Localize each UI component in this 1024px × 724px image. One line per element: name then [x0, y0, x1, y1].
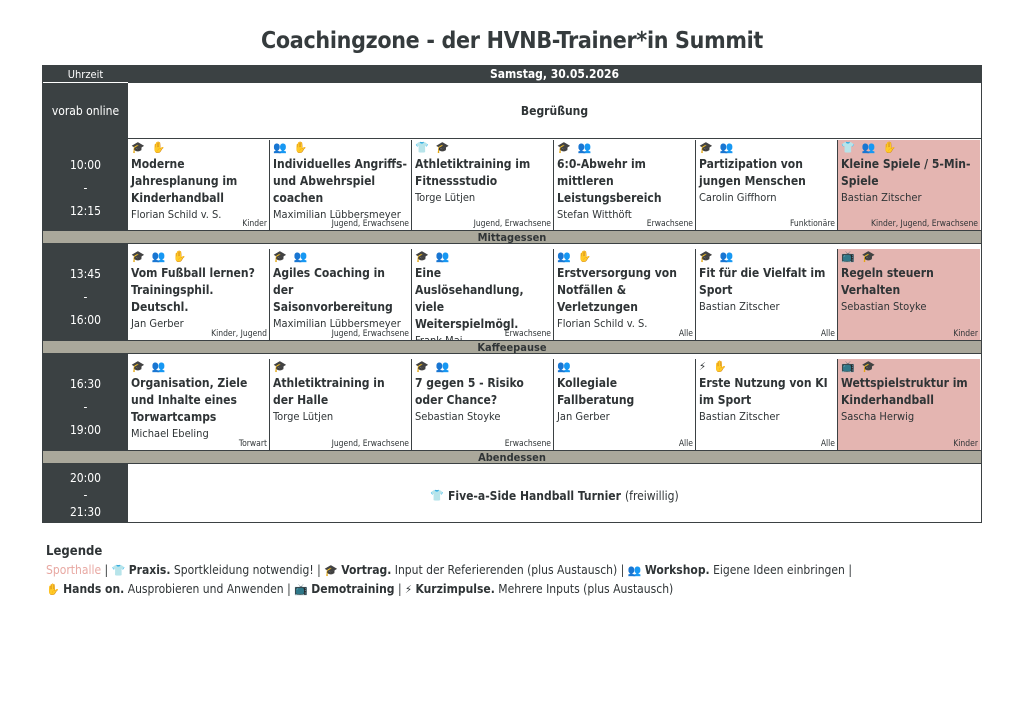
- session-audience: Torwart: [238, 439, 267, 449]
- session-cell: [696, 359, 838, 450]
- session-audience: Jugend, Erwachsene: [331, 439, 409, 449]
- screen-icon: 📺: [294, 583, 308, 596]
- session-title: Individuelles Angriffs- und Abwehrspiel coachen: [273, 157, 407, 205]
- slot-time: 16:30 - 19:00: [69, 377, 102, 437]
- session-audience: Erwachsene: [504, 329, 551, 339]
- session-audience: Kinder, Jugend, Erwachsene: [871, 219, 978, 229]
- format-icons: 🎓 ✋: [131, 141, 168, 154]
- session-cell: [554, 140, 696, 230]
- format-icons: 🎓 👥: [699, 141, 736, 154]
- session-cell: [270, 140, 412, 230]
- format-icons: 📺 🎓: [841, 360, 878, 373]
- session-audience: Erwachsene: [646, 219, 693, 229]
- format-icons: 🎓 👥: [557, 141, 594, 154]
- date-header: Samstag, 30.05.2026: [128, 66, 981, 83]
- legend-sporthalle: Sporthalle: [46, 563, 102, 577]
- session-speaker: Florian Schild v. S.: [131, 208, 222, 221]
- format-icons: 🎓: [273, 360, 289, 373]
- format-icons: 🎓 👥: [273, 250, 310, 263]
- dinner-break: Abendessen: [43, 450, 981, 464]
- session-cell: [128, 249, 270, 340]
- session-speaker: Carolin Giffhorn: [699, 191, 777, 204]
- session-speaker: Maximilian Lübbersmeyer: [273, 208, 401, 221]
- session-audience: Alle: [820, 439, 835, 449]
- session-cell: [270, 249, 412, 340]
- evening-note: (freiwillig): [624, 488, 679, 503]
- session-audience: Kinder, Jugend: [211, 329, 267, 339]
- greeting-time: vorab online: [51, 104, 120, 118]
- session-title: Moderne Jahresplanung im Kinderhandball: [131, 157, 238, 205]
- lightning-icon: ⚡: [405, 583, 412, 596]
- session-audience: Kinder: [953, 439, 978, 449]
- group-icon: 👥: [627, 564, 642, 577]
- format-icons: 👥: [557, 360, 573, 373]
- session-cell-sporthalle: [838, 359, 980, 450]
- session-cell: [554, 359, 696, 450]
- format-icons: 🎓 👥 ✋: [131, 250, 189, 263]
- format-icons: 👥 ✋: [557, 250, 594, 263]
- format-icons: 👕 🎓: [415, 141, 452, 154]
- session-speaker: Sebastian Stoyke: [415, 410, 501, 423]
- session-speaker: Torge Lütjen: [415, 191, 476, 204]
- session-speaker: Sebastian Stoyke: [841, 300, 927, 313]
- session-row: [128, 140, 981, 230]
- format-icons: 🎓 👥: [131, 360, 168, 373]
- session-speaker: Jan Gerber: [131, 317, 184, 330]
- legend: [46, 542, 986, 599]
- session-cell: [554, 249, 696, 340]
- session-title: Erstversorgung von Notfällen & Verletzungen: [557, 266, 677, 314]
- session-title: Eine Auslösehandlung, viele Weiterspielmögl.: [415, 266, 524, 331]
- evening-title: Five-a-Side Handball Turnier: [448, 488, 621, 503]
- shirt-icon: 👕: [430, 489, 444, 502]
- page-title: Coachingzone - der HVNB-Trainer*in Summit: [261, 28, 763, 54]
- evening-cell: [128, 469, 981, 522]
- session-cell-sporthalle: [838, 249, 980, 340]
- session-cell-sporthalle: [838, 140, 980, 230]
- session-title: 6:0-Abwehr im mittleren Leistungsbereich: [557, 157, 662, 205]
- format-icons: 👥 ✋: [273, 141, 310, 154]
- schedule-table: [42, 65, 982, 523]
- session-speaker: Torge Lütjen: [273, 410, 334, 423]
- format-icons: 🎓 👥: [699, 250, 736, 263]
- session-audience: Jugend, Erwachsene: [473, 219, 551, 229]
- session-row: [128, 359, 981, 450]
- slot-time: 13:45 - 16:00: [69, 267, 102, 327]
- format-icons: 👕 👥 ✋: [841, 141, 899, 154]
- session-audience: Alle: [678, 329, 693, 339]
- evening-time: 20:00 - 21:30: [69, 471, 102, 519]
- session-title: Organisation, Ziele und Inhalte eines Torwartcamps: [131, 376, 248, 424]
- session-speaker: Bastian Zitscher: [841, 191, 922, 204]
- session-title: Regeln steuern Verhalten: [841, 266, 934, 297]
- session-audience: Erwachsene: [504, 439, 551, 449]
- format-icons: 🎓 👥: [415, 250, 452, 263]
- session-cell: [412, 359, 554, 450]
- format-icons: ⚡ ✋: [699, 360, 729, 373]
- lunch-break: Mittagessen: [43, 230, 981, 244]
- hand-icon: ✋: [46, 583, 60, 596]
- session-speaker: Maximilian Lübbersmeyer: [273, 317, 401, 330]
- session-title: Fit für die Vielfalt im Sport: [699, 266, 826, 297]
- graduation-cap-icon: 🎓: [324, 564, 338, 577]
- time-header: Uhrzeit: [43, 66, 128, 83]
- session-cell: [412, 140, 554, 230]
- session-speaker: Stefan Witthöft: [557, 208, 632, 221]
- session-title: Partizipation von jungen Menschen: [699, 157, 806, 188]
- session-title: Athletiktraining im Fitnessstudio: [415, 157, 531, 188]
- session-audience: Alle: [820, 329, 835, 339]
- session-audience: Jugend, Erwachsene: [331, 219, 409, 229]
- session-cell: [128, 140, 270, 230]
- session-cell: [270, 359, 412, 450]
- session-cell: [412, 249, 554, 340]
- session-speaker: Sascha Herwig: [841, 410, 915, 423]
- shirt-icon: 👕: [111, 564, 126, 577]
- session-audience: Jugend, Erwachsene: [331, 329, 409, 339]
- session-audience: Funktionäre: [789, 219, 835, 229]
- session-title: Kleine Spiele / 5-Min-Spiele: [841, 157, 971, 188]
- session-title: Erste Nutzung von KI im Sport: [699, 376, 828, 407]
- session-title: Athletiktraining in der Halle: [273, 376, 385, 407]
- session-speaker: Bastian Zitscher: [699, 300, 780, 313]
- session-row: [128, 249, 981, 340]
- session-speaker: Florian Schild v. S.: [557, 317, 648, 330]
- session-cell: [696, 249, 838, 340]
- session-title: Vom Fußball lernen? Trainingsphil. Deutschl.: [131, 266, 255, 314]
- session-audience: Kinder: [953, 329, 978, 339]
- legend-line-1: Sporthalle | 👕 Praxis. Sportkleidung notwendig! | 🎓 Vortrag. Input der Referierenden (plus Austausch) | 👥 Workshop. Eigene Ideen einbringen |: [46, 563, 852, 577]
- session-title: Wettspielstruktur im Kinderhandball: [841, 376, 968, 407]
- coffee-break: Kaffeepause: [43, 340, 981, 354]
- session-cell: [128, 359, 270, 450]
- session-speaker: Bastian Zitscher: [699, 410, 780, 423]
- format-icons: 🎓 👥: [415, 360, 452, 373]
- session-audience: Kinder: [242, 219, 267, 229]
- legend-line-2: ✋ Hands on. Ausprobieren und Anwenden | 📺 Demotraining | ⚡ Kurzimpulse. Mehrere Inputs (plus Austausch): [46, 582, 674, 596]
- session-speaker: Jan Gerber: [557, 410, 610, 423]
- session-cell: [696, 140, 838, 230]
- legend-heading: Legende: [46, 544, 103, 559]
- session-title: Agiles Coaching in der Saisonvorbereitung: [273, 266, 393, 314]
- slot-time: 10:00 - 12:15: [69, 158, 102, 218]
- greeting-cell: Begrüßung: [128, 83, 981, 139]
- session-title: Kollegiale Fallberatung: [557, 376, 635, 407]
- session-title: 7 gegen 5 - Risiko oder Chance?: [415, 376, 524, 407]
- session-audience: Alle: [678, 439, 693, 449]
- session-speaker: Michael Ebeling: [131, 427, 209, 440]
- format-icons: 📺 🎓: [841, 250, 878, 263]
